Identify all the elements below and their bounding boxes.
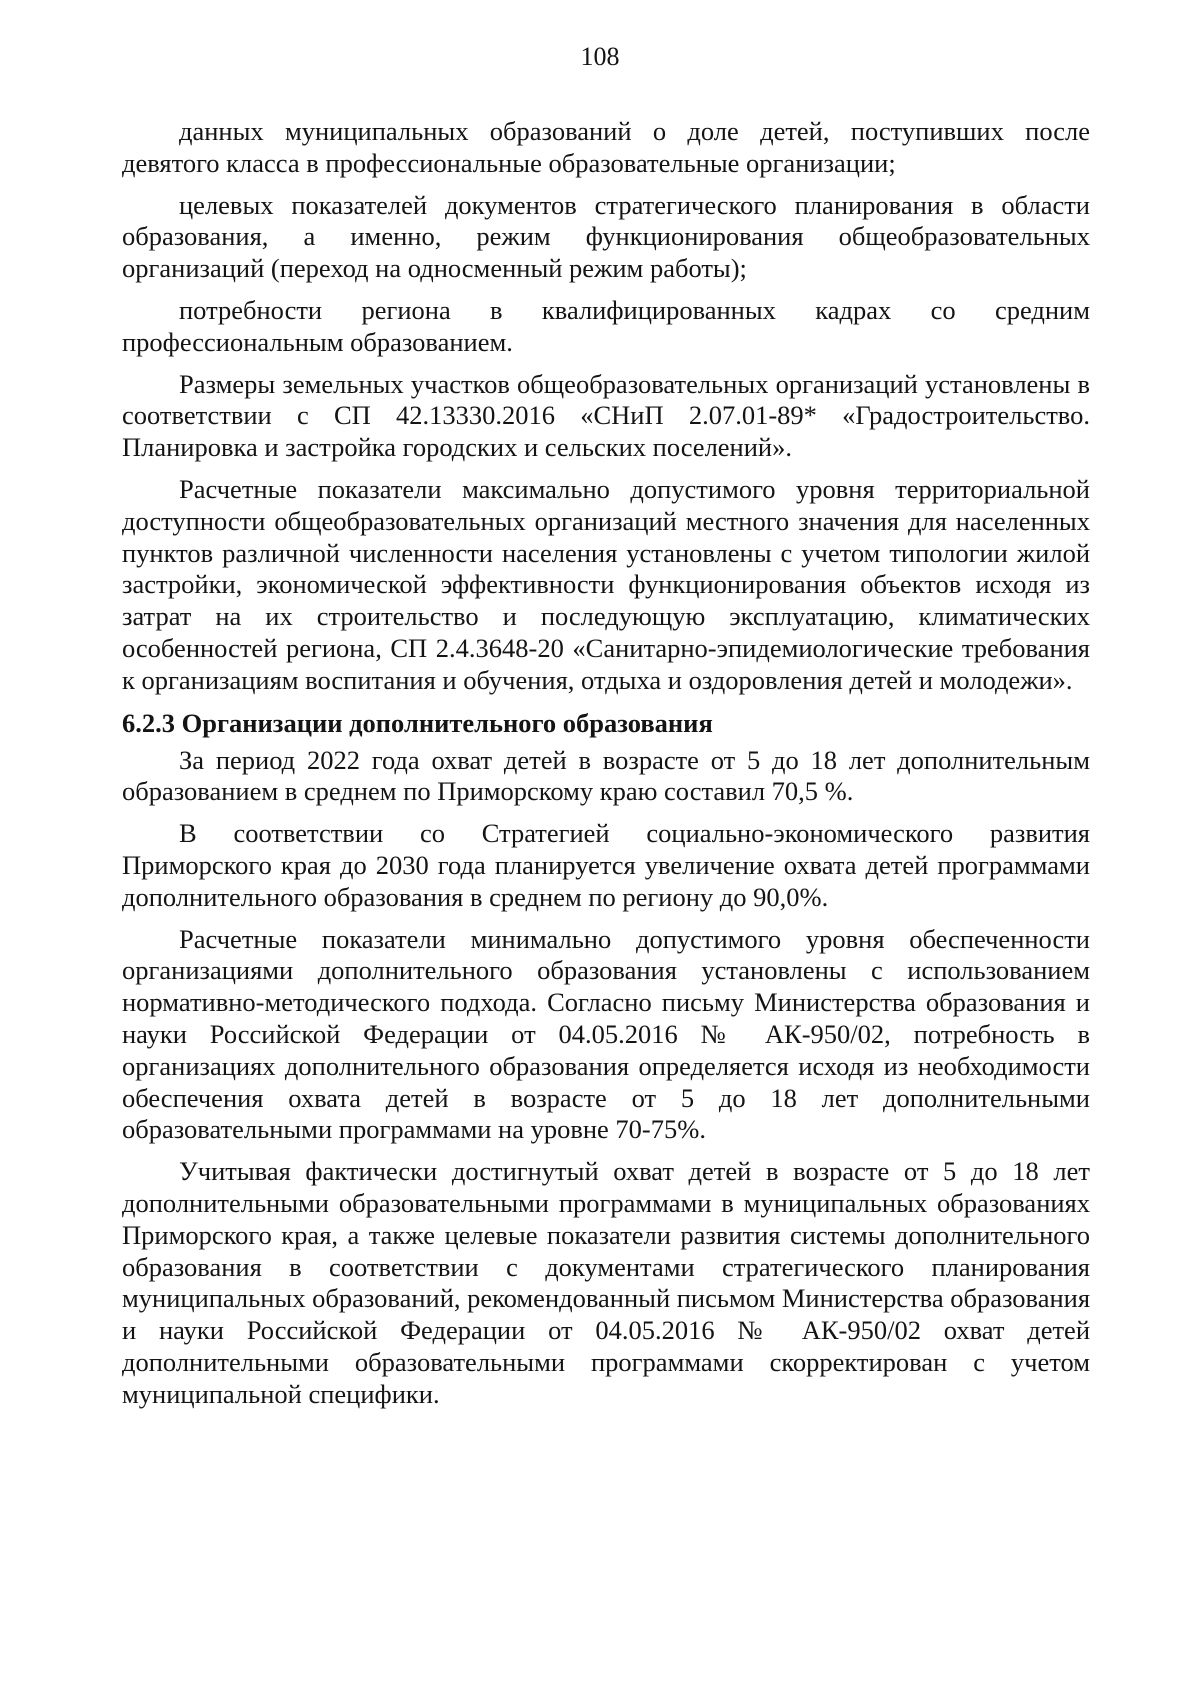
paragraph: данных муниципальных образований о доле детей, поступивших после девятого класса в профессиональные образовательные организации; (122, 116, 1090, 178)
paragraph: Учитывая фактически достигнутый охват детей в возрасте от 5 до 18 лет дополнительными образовательными программами в муниципальных образованиях Приморского края, а также целевые показатели развития системы дополнительного образования в соответствии с документами стратегического планирования муниципальных образований, рекомендованный письмом Министерства образования и науки Российской Федерации от 04.05.2016 № АК-950/02 охват детей дополнительными образовательными программами скорректирован с учетом муниципальной специфики. (122, 1156, 1091, 1409)
paragraph: За период 2022 года охват детей в возрасте от 5 до 18 лет дополнительным образованием в среднем по Приморскому краю составил 70,5 %. (122, 744, 1090, 807)
document-body (122, 116, 1090, 1420)
paragraph: Расчетные показатели минимально допустимого уровня обеспеченности организациями дополнительного образования установлены с использованием нормативно-методического подхода. Согласно письму Министерства образования и науки Российской Федерации от 04.05.2016 № АК-950/02, потребность в организациях дополнительного образования определяется исходя из необходимости обеспечения охвата детей в возрасте от 5 до 18 лет дополнительными образовательными программами на уровне 70-75%. (122, 923, 1090, 1145)
paragraph: целевых показателей документов стратегического планирования в области образования, а именно, режим функционирования общеобразовательных организаций (переход на односменный режим работы); (122, 189, 1090, 284)
paragraph: Расчетные показатели максимально допустимого уровня территориальной доступности общеобразовательных организаций местного значения для населенных пунктов различной численности населения установлены с учетом типологии жилой застройки, экономической эффективности функционирования объектов исходя из затрат на их строительство и последующую эксплуатацию, климатических особенностей региона, СП 2.4.3648-20 «Санитарно-эпидемиологические требования к организациям воспитания и обучения, отдыха и оздоровления детей и молодежи». (122, 473, 1090, 695)
page-number: 108 (580, 42, 620, 71)
paragraph: В соответствии со Стратегией социально-экономического развития Приморского края до 2030 года планируется увеличение охвата детей программами дополнительного образования в среднем по региону до 90,0%. (122, 818, 1090, 912)
section-heading: 6.2.3 Организации дополнительного образования (122, 707, 713, 738)
paragraph: потребности региона в квалифицированных кадрах со средним профессиональным образованием. (122, 294, 1090, 357)
paragraph: Размеры земельных участков общеобразовательных организаций установлены в соответствии с СП 42.13330.2016 «СНиП 2.07.01-89* «Градостроительство. Планировка и застройка городских и сельских поселений». (122, 368, 1090, 463)
